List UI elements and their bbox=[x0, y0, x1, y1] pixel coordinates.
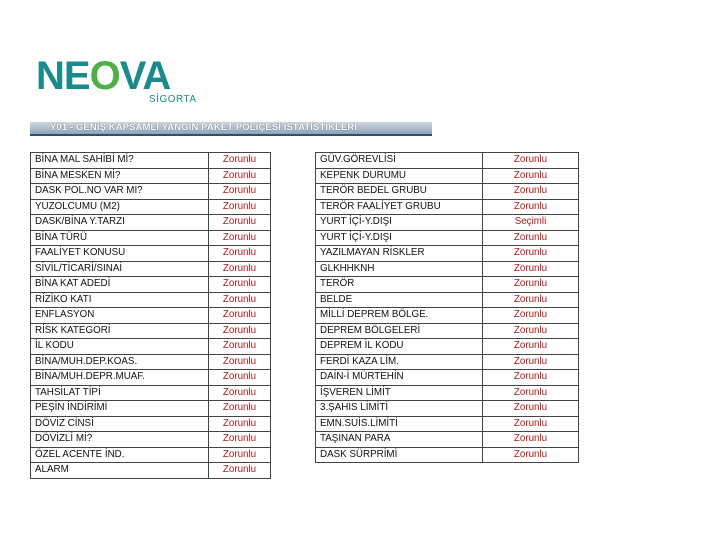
table-row bbox=[31, 432, 271, 448]
field-label: TERÖR BEDEL GRUBU bbox=[316, 184, 483, 200]
field-label: DÖVİZLİ Mİ? bbox=[31, 432, 209, 448]
field-requirement: Zorunlu bbox=[483, 199, 579, 215]
field-label: GLKHHKNH bbox=[316, 261, 483, 277]
field-label: BELDE bbox=[316, 292, 483, 308]
field-requirement: Zorunlu bbox=[209, 153, 271, 169]
field-requirement: Zorunlu bbox=[483, 261, 579, 277]
field-label: BİNA MESKEN Mİ? bbox=[31, 168, 209, 184]
field-requirement: Zorunlu bbox=[209, 323, 271, 339]
field-label: SİVİL/TİCARİ/SINAİ bbox=[31, 261, 209, 277]
logo-wordmark bbox=[36, 56, 170, 96]
field-requirement: Zorunlu bbox=[209, 261, 271, 277]
field-requirement: Zorunlu bbox=[209, 401, 271, 417]
field-requirement: Zorunlu bbox=[209, 385, 271, 401]
field-label: DAİN-İ MÜRTEHİN bbox=[316, 370, 483, 386]
table-row bbox=[316, 230, 579, 246]
field-label: BİNA/MUH.DEP.KOAS. bbox=[31, 354, 209, 370]
field-requirement: Zorunlu bbox=[483, 230, 579, 246]
field-requirement: Zorunlu bbox=[209, 339, 271, 355]
table-row bbox=[316, 168, 579, 184]
field-requirement: Zorunlu bbox=[483, 339, 579, 355]
field-label: YURT İÇİ-Y.DIŞI bbox=[316, 230, 483, 246]
field-requirement: Zorunlu bbox=[483, 292, 579, 308]
logo-o: O bbox=[89, 54, 120, 98]
field-label: ENFLASYON bbox=[31, 308, 209, 324]
field-requirement: Zorunlu bbox=[209, 230, 271, 246]
field-requirement: Zorunlu bbox=[209, 354, 271, 370]
table-row bbox=[31, 370, 271, 386]
field-label: DÖVİZ CİNSİ bbox=[31, 416, 209, 432]
field-label: BİNA TÜRÜ bbox=[31, 230, 209, 246]
field-requirement: Zorunlu bbox=[483, 385, 579, 401]
table-row bbox=[316, 370, 579, 386]
title-bar bbox=[30, 122, 432, 136]
table-row bbox=[316, 246, 579, 262]
field-label: ÖZEL ACENTE İND. bbox=[31, 447, 209, 463]
field-requirement: Zorunlu bbox=[209, 215, 271, 231]
field-label: EMN.SUİS.LİMİTİ bbox=[316, 416, 483, 432]
field-requirement: Zorunlu bbox=[209, 199, 271, 215]
logo-subtitle: SİGORTA bbox=[149, 94, 197, 105]
field-label: DASK/BİNA Y.TARZI bbox=[31, 215, 209, 231]
field-label: ALARM bbox=[31, 463, 209, 479]
table-row bbox=[316, 385, 579, 401]
field-requirement: Zorunlu bbox=[209, 292, 271, 308]
field-requirement: Zorunlu bbox=[209, 184, 271, 200]
table-row bbox=[316, 339, 579, 355]
table-row bbox=[316, 292, 579, 308]
field-label: BİNA KAT ADEDİ bbox=[31, 277, 209, 293]
table-row bbox=[316, 401, 579, 417]
field-requirement: Zorunlu bbox=[209, 370, 271, 386]
field-requirement: Zorunlu bbox=[209, 463, 271, 479]
table-row bbox=[316, 354, 579, 370]
field-label: YAZILMAYAN RİSKLER bbox=[316, 246, 483, 262]
field-requirement: Zorunlu bbox=[483, 370, 579, 386]
field-label: GÜV.GÖREVLİSİ bbox=[316, 153, 483, 169]
table-row bbox=[31, 230, 271, 246]
field-label: YURT İÇİ-Y.DIŞI bbox=[316, 215, 483, 231]
neova-logo bbox=[36, 56, 206, 108]
field-label: BİNA/MUH.DEPR.MUAF. bbox=[31, 370, 209, 386]
table-row bbox=[31, 153, 271, 169]
field-label: DEPREM İL KODU bbox=[316, 339, 483, 355]
field-requirement: Zorunlu bbox=[483, 354, 579, 370]
table-row bbox=[31, 354, 271, 370]
table-row bbox=[31, 168, 271, 184]
field-requirement: Zorunlu bbox=[483, 168, 579, 184]
logo-va: VA bbox=[119, 54, 171, 98]
table-row bbox=[316, 215, 579, 231]
field-label: FERDİ KAZA LİM. bbox=[316, 354, 483, 370]
field-label: FAALİYET KONUSU bbox=[31, 246, 209, 262]
table-row bbox=[31, 277, 271, 293]
field-label: YUZOLCUMU (M2) bbox=[31, 199, 209, 215]
field-requirement: Zorunlu bbox=[483, 401, 579, 417]
field-requirement: Zorunlu bbox=[483, 323, 579, 339]
field-requirement: Zorunlu bbox=[483, 447, 579, 463]
field-requirement: Zorunlu bbox=[209, 416, 271, 432]
field-requirement: Zorunlu bbox=[483, 308, 579, 324]
page-title: Y01 - GENİŞ KAPSAMLI YANGIN PAKET POLİÇESİ İSTATİSTİKLERİ bbox=[50, 122, 358, 133]
table-row bbox=[31, 323, 271, 339]
field-label: DEPREM BÖLGELERİ bbox=[316, 323, 483, 339]
field-label: RİZİKO KATI bbox=[31, 292, 209, 308]
table-row bbox=[31, 416, 271, 432]
field-requirement: Zorunlu bbox=[209, 308, 271, 324]
logo-ne: NE bbox=[36, 54, 90, 98]
table-row bbox=[31, 401, 271, 417]
table-row bbox=[31, 246, 271, 262]
field-requirement: Zorunlu bbox=[209, 432, 271, 448]
field-label: TAHSİLAT TİPİ bbox=[31, 385, 209, 401]
table-row bbox=[31, 308, 271, 324]
field-requirement: Zorunlu bbox=[483, 416, 579, 432]
field-requirement: Zorunlu bbox=[483, 184, 579, 200]
field-label: TAŞINAN PARA bbox=[316, 432, 483, 448]
field-label: 3.ŞAHIS LİMİTİ bbox=[316, 401, 483, 417]
field-requirement: Zorunlu bbox=[483, 432, 579, 448]
field-requirement: Seçimli bbox=[483, 215, 579, 231]
table-row bbox=[316, 323, 579, 339]
table-row bbox=[31, 385, 271, 401]
right-statistics-table bbox=[315, 152, 579, 463]
field-label: BİNA MAL SAHİBİ Mİ? bbox=[31, 153, 209, 169]
table-row bbox=[316, 432, 579, 448]
field-requirement: Zorunlu bbox=[209, 246, 271, 262]
field-requirement: Zorunlu bbox=[483, 153, 579, 169]
field-requirement: Zorunlu bbox=[209, 277, 271, 293]
field-label: İL KODU bbox=[31, 339, 209, 355]
field-label: KEPENK DURUMU bbox=[316, 168, 483, 184]
table-row bbox=[316, 184, 579, 200]
field-label: TERÖR FAALİYET GRUBU bbox=[316, 199, 483, 215]
field-requirement: Zorunlu bbox=[209, 168, 271, 184]
table-row bbox=[31, 463, 271, 479]
field-label: MİLLİ DEPREM BÖLGE. bbox=[316, 308, 483, 324]
table-row bbox=[316, 277, 579, 293]
table-row bbox=[31, 292, 271, 308]
left-statistics-table bbox=[30, 152, 271, 479]
table-row bbox=[31, 215, 271, 231]
table-row bbox=[316, 416, 579, 432]
field-label: İŞVEREN LİMİT bbox=[316, 385, 483, 401]
table-row bbox=[31, 199, 271, 215]
table-row bbox=[316, 447, 579, 463]
field-label: PEŞİN İNDİRİMİ bbox=[31, 401, 209, 417]
field-label: DASK SÜRPRİMİ bbox=[316, 447, 483, 463]
table-row bbox=[316, 308, 579, 324]
table-row bbox=[31, 447, 271, 463]
table-row bbox=[31, 184, 271, 200]
field-label: RİSK KATEGORİ bbox=[31, 323, 209, 339]
field-requirement: Zorunlu bbox=[209, 447, 271, 463]
field-label: TERÖR bbox=[316, 277, 483, 293]
table-row bbox=[31, 339, 271, 355]
table-row bbox=[316, 261, 579, 277]
field-label: DASK POL.NO VAR MI? bbox=[31, 184, 209, 200]
table-row bbox=[316, 153, 579, 169]
table-row bbox=[31, 261, 271, 277]
table-row bbox=[316, 199, 579, 215]
field-requirement: Zorunlu bbox=[483, 277, 579, 293]
field-requirement: Zorunlu bbox=[483, 246, 579, 262]
